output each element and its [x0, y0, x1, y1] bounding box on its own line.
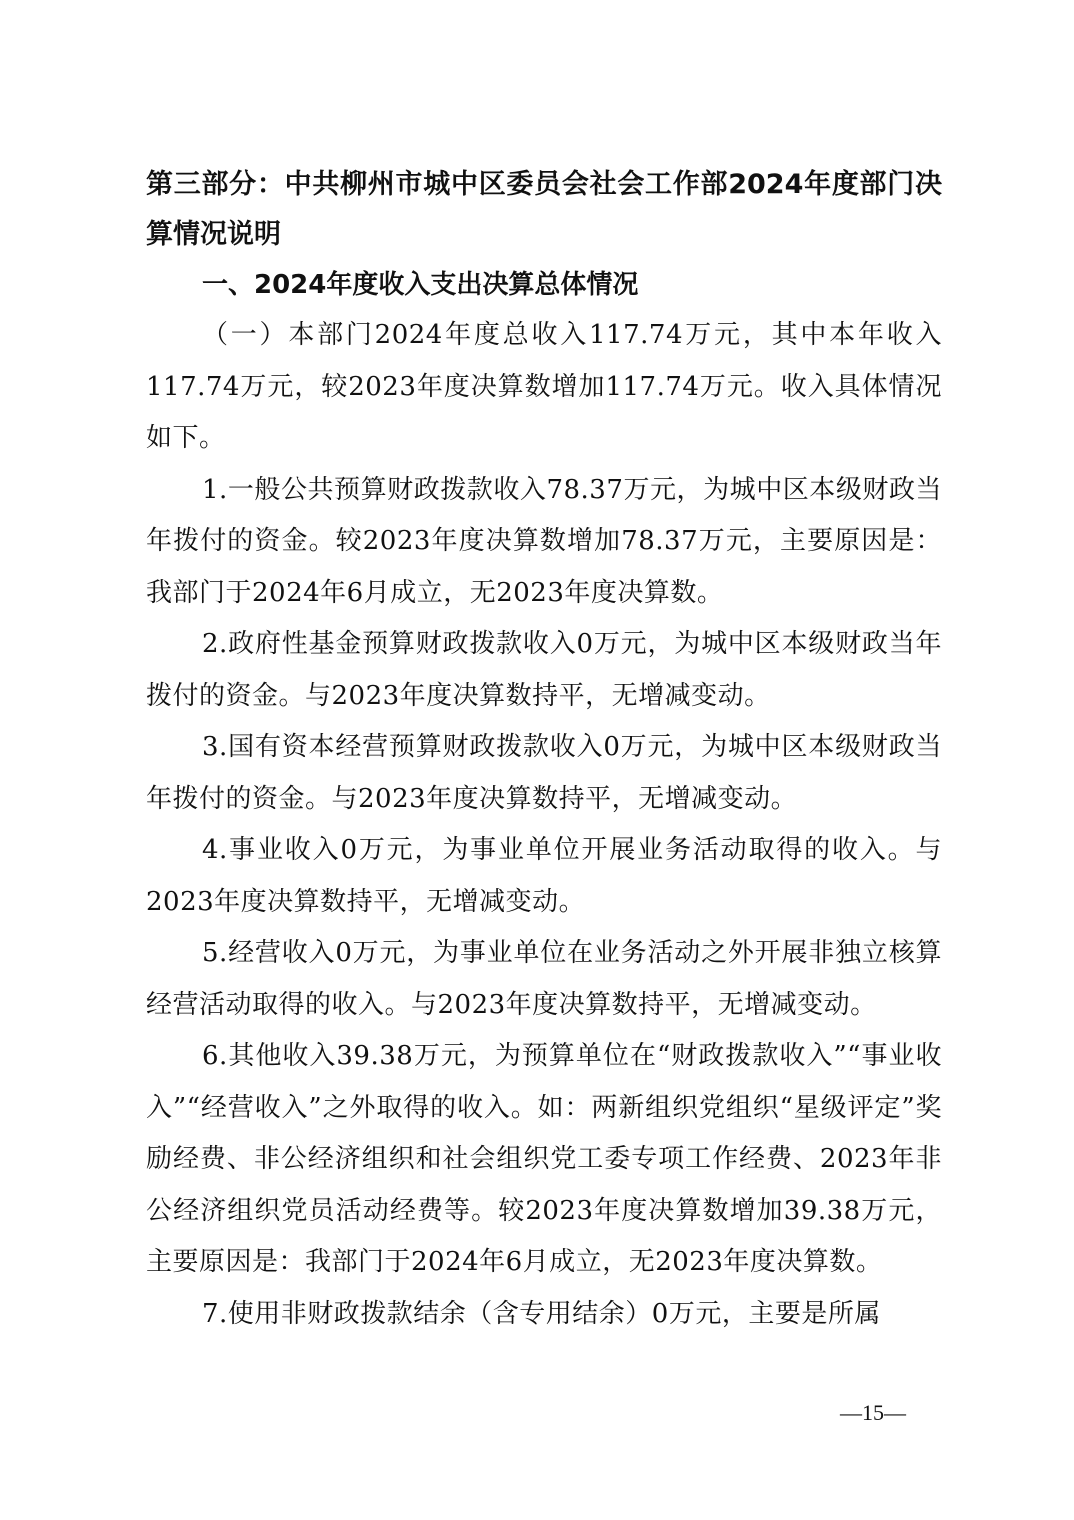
document-title: 第三部分：中共柳州市城中区委员会社会工作部2024年度部门决算情况说明 [146, 169, 942, 250]
section-heading: 一、2024年度收入支出决算总体情况 [202, 270, 639, 300]
paragraph-operating-income: 5.经营收入0万元，为事业单位在业务活动之外开展非独立核算经营活动取得的收入。与2023年度决算数持平，无增减变动。 [146, 938, 942, 1020]
paragraph-government-fund: 2.政府性基金预算财政拨款收入0万元，为城中区本级财政当年拨付的资金。与2023年度决算数持平，无增减变动。 [146, 629, 942, 711]
page-number: —15— [840, 1400, 906, 1425]
paragraph-total-income: （一）本部门2024年度总收入117.74万元，其中本年收入117.74万元，较2023年度决算数增加117.74万元。收入具体情况如下。 [146, 320, 942, 453]
document-page [146, 160, 942, 1340]
paragraph-state-capital: 3.国有资本经营预算财政拨款收入0万元，为城中区本级财政当年拨付的资金。与2023年度决算数持平，无增减变动。 [146, 732, 942, 814]
paragraph-other-income: 6.其他收入39.38万元，为预算单位在“财政拨款收入”“事业收入”“经营收入”之外取得的收入。如：两新组织党组织“星级评定”奖励经费、非公经济组织和社会组织党工委专项工作经费、2023年非公经济组织党员活动经费等。较2023年度决算数增加39.38万元，主要原因是：我部门于2024年6月成立，无2023年度决算数。 [146, 1041, 942, 1277]
paragraph-general-budget: 1.一般公共预算财政拨款收入78.37万元，为城中区本级财政当年拨付的资金。较2023年度决算数增加78.37万元，主要原因是：我部门于2024年6月成立，无2023年度决算数。 [146, 474, 942, 608]
paragraph-business-income: 4.事业收入0万元，为事业单位开展业务活动取得的收入。与2023年度决算数持平，无增减变动。 [146, 835, 942, 917]
paragraph-non-fiscal-balance: 7.使用非财政拨款结余（含专用结余）0万元，主要是所属 [202, 1298, 881, 1329]
